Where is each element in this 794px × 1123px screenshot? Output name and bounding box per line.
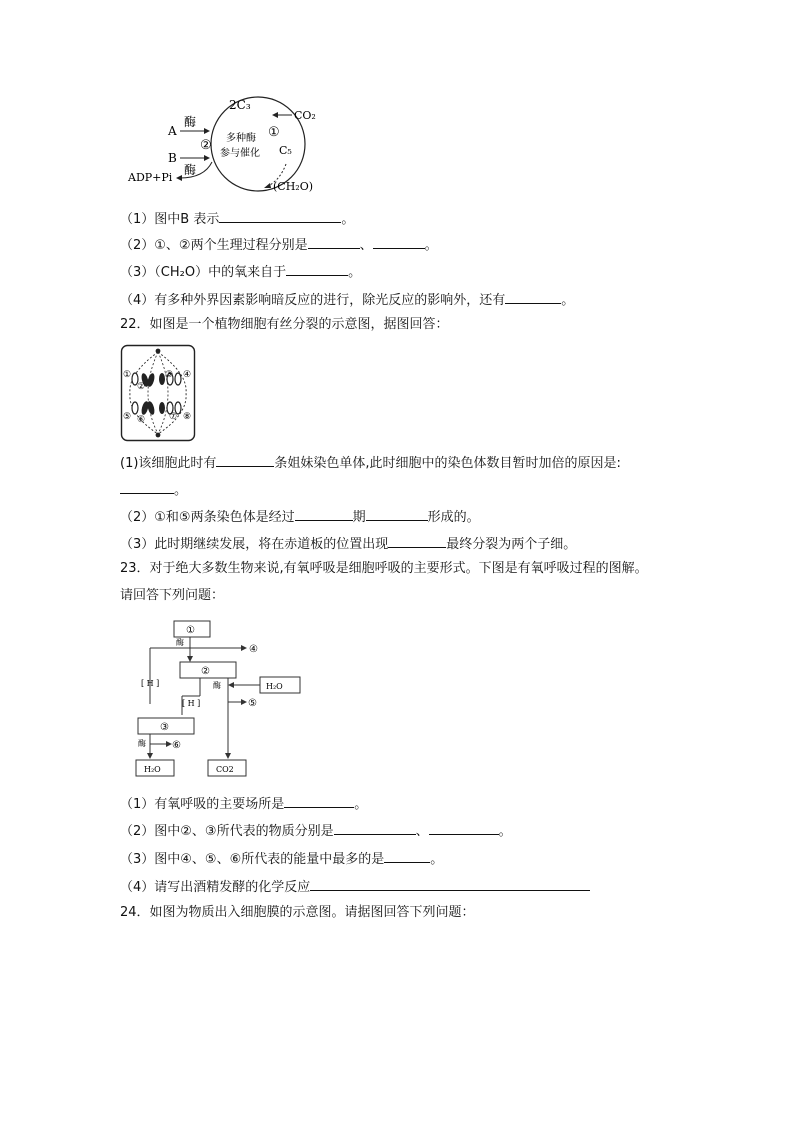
answer-blank[interactable] [286, 261, 348, 276]
enzyme-label-2: 酶 [213, 681, 221, 690]
h-label-2: [ H ] [182, 699, 201, 708]
label-adp: ADP+Pi [128, 171, 173, 184]
label-enzyme-2: 酶 [184, 163, 197, 177]
chromosome-label-6: ⑥ [137, 415, 146, 425]
mitosis-cell-diagram [120, 344, 196, 442]
answer-blank[interactable] [366, 506, 428, 521]
answer-blank[interactable] [334, 820, 416, 835]
box-label-1: ① [186, 625, 195, 636]
h2o-input: H₂O [266, 682, 283, 691]
energy-label-4: ④ [249, 644, 258, 655]
label-enzyme-1: 酶 [184, 115, 197, 129]
answer-blank[interactable] [284, 793, 354, 808]
label-catalysis: 参与催化 [220, 148, 260, 159]
box-label-3: ③ [160, 722, 169, 733]
q21-part1: （1）图中B 表示 。 [120, 208, 354, 229]
calvin-cycle-diagram [120, 92, 350, 202]
q23-part2: （2）图中②、③所代表的物质分别是 、 。 [120, 820, 512, 841]
q22-part1-cont: 。 [120, 479, 187, 500]
energy-label-5: ⑤ [248, 698, 257, 709]
chromosome-label-5: ⑤ [123, 412, 132, 422]
q23-title-cont: 请回答下列问题： [120, 588, 225, 603]
answer-blank[interactable] [429, 820, 499, 835]
answer-blank[interactable] [219, 208, 341, 223]
label-a: A [168, 124, 177, 138]
energy-label-6: ⑥ [172, 740, 181, 751]
q23-part3: （3）图中④、⑤、⑥所代表的能量中最多的是 。 [120, 848, 443, 869]
h2o-output: H₂O [144, 765, 161, 774]
label-circle-2: ② [200, 138, 212, 153]
label-2c3: 2C₃ [229, 98, 251, 112]
q23-title: 23．对于绝大多数生物来说,有氧呼吸是细胞呼吸的主要形式。下图是有氧呼吸过程的图解。 [120, 561, 648, 576]
chromosome-label-2: ② [137, 382, 146, 392]
q21-part4: （4）有多种外界因素影响暗反应的进行，除光反应的影响外，还有 。 [120, 289, 574, 310]
box-label-2: ② [201, 666, 210, 677]
chromosome-label-4: ④ [183, 370, 192, 380]
q22-title: 22．如图是一个植物细胞有丝分裂的示意图，据图回答： [120, 317, 449, 332]
answer-blank[interactable] [216, 452, 274, 467]
q22-part3: （3）此时期继续发展，将在赤道板的位置出现 最终分裂为两个子细。 [120, 533, 576, 554]
label-enzymes: 多种酶 [226, 133, 256, 144]
answer-blank[interactable] [373, 234, 425, 249]
co2-output: CO2 [216, 765, 234, 774]
chromosome-label-1: ① [123, 370, 132, 380]
label-co2: CO₂ [294, 109, 316, 122]
enzyme-label-1: 酶 [176, 638, 184, 647]
h-label-1: [ H ] [141, 679, 160, 688]
q23-part4: （4）请写出酒精发酵的化学反应 [120, 876, 590, 897]
answer-blank[interactable] [384, 848, 430, 863]
q24-title: 24．如图为物质出入细胞膜的示意图。请据图回答下列问题： [120, 905, 475, 920]
q23-part1: （1）有氧呼吸的主要场所是 。 [120, 793, 367, 814]
label-ch2o: (CH₂O) [273, 180, 314, 193]
answer-blank[interactable] [308, 234, 360, 249]
answer-blank[interactable] [505, 289, 561, 304]
chromosome-label-3: ③ [165, 370, 174, 380]
label-b: B [168, 151, 177, 165]
answer-blank[interactable] [295, 506, 353, 521]
q21-part3: （3）（CH₂O）中的氧来自于 。 [120, 261, 361, 282]
aerobic-respiration-diagram [130, 618, 310, 780]
answer-blank[interactable] [310, 876, 590, 891]
chromosome-label-8: ⑧ [183, 412, 192, 422]
answer-blank[interactable] [388, 533, 446, 548]
enzyme-label-3: 酶 [138, 739, 146, 748]
q22-part2: （2）①和⑤两条染色体是经过 期 形成的。 [120, 506, 480, 527]
label-circle-1: ① [268, 125, 280, 140]
q21-part2: （2）①、②两个生理过程分别是 、 。 [120, 234, 438, 255]
answer-blank[interactable] [120, 479, 174, 494]
chromosome-label-7: ⑦ [169, 412, 178, 422]
q22-part1: (1)该细胞此时有 条姐妹染色单体,此时细胞中的染色体数目暂时加倍的原因是: [120, 452, 621, 473]
label-c5: C₅ [279, 144, 292, 157]
